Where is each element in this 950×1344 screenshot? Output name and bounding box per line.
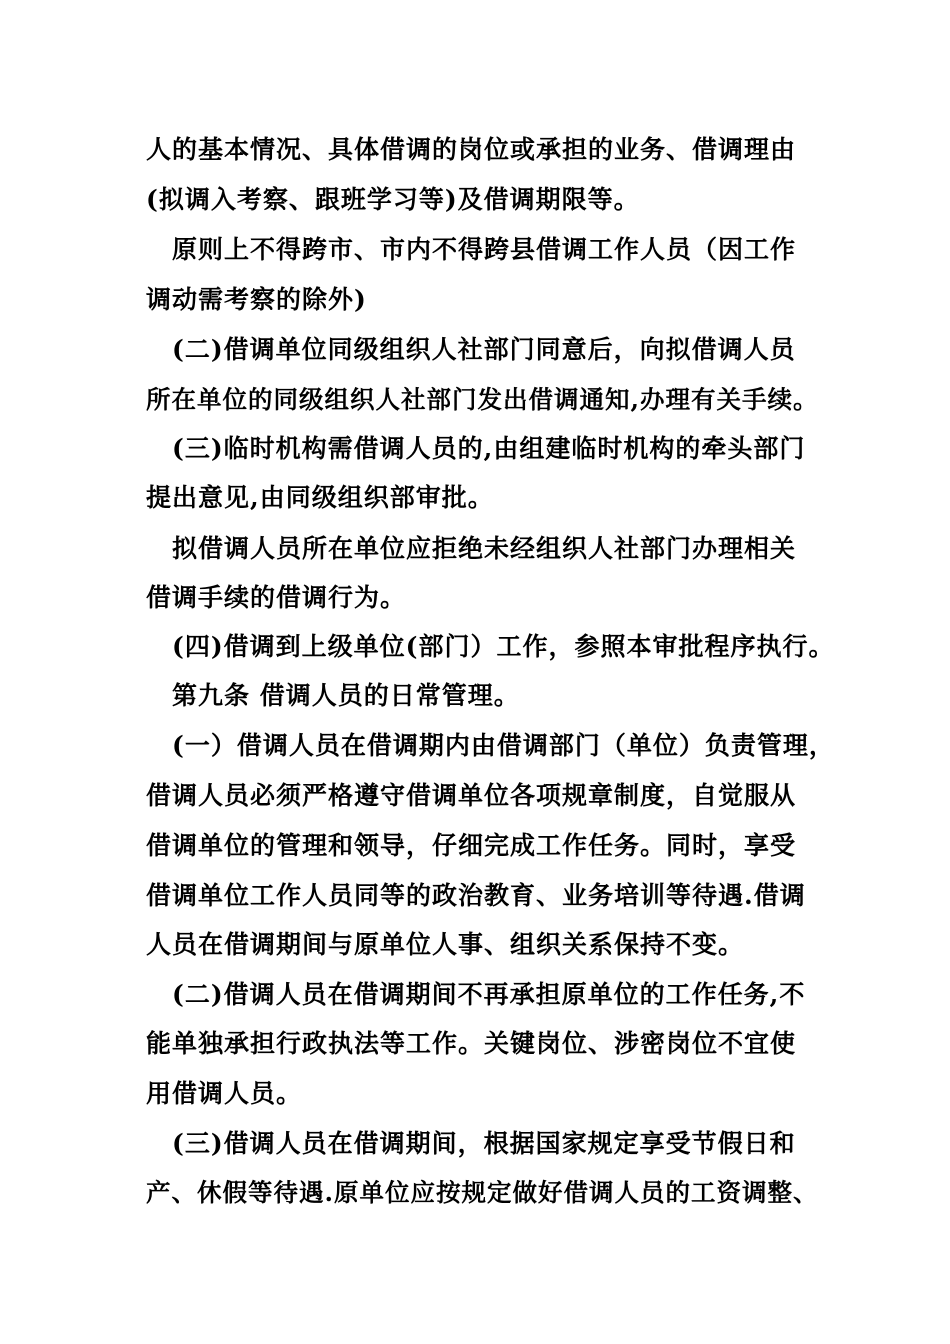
text-line-10: 借调手续的借调行为。 (146, 583, 407, 612)
text-line-16: 借调单位工作人员同等的政治教育、业务培训等待遇.借调 (146, 881, 806, 910)
text-line-19: 能单独承担行政执法等工作。关键岗位、涉密岗位不宜使 (146, 1029, 797, 1058)
text-line-11: (四)借调到上级单位(部门）工作，参照本审批程序执行。 (172, 632, 835, 661)
text-line-20: 用借调人员。 (146, 1079, 303, 1108)
text-line-2: (拟调入考察、跟班学习等)及借调期限等。 (146, 185, 640, 214)
text-line-22: 产、休假等待遇.原单位应按规定做好借调人员的工资调整、 (146, 1178, 819, 1207)
text-line-9: 拟借调人员所在单位应拒绝未经组织人社部门办理相关 (172, 534, 797, 563)
text-line-5: (二)借调单位同级组织人社部门同意后，向拟借调人员 (172, 335, 796, 364)
text-line-7: (三)临时机构需借调人员的,由组建临时机构的牵头部门 (172, 434, 806, 463)
text-line-6: 所在单位的同级组织人社部门发出借调通知,办理有关手续。 (146, 385, 819, 414)
text-line-8: 提出意见,由同级组织部审批。 (146, 483, 494, 512)
text-line-3: 原则上不得跨市、市内不得跨县借调工作人员（因工作 (172, 235, 797, 264)
text-line-4: 调动需考察的除外) (146, 285, 367, 314)
text-line-17: 人员在借调期间与原单位人事、组织关系保持不变。 (146, 930, 745, 959)
text-line-15: 借调单位的管理和领导，仔细完成工作任务。同时，享受 (146, 831, 797, 860)
text-line-13: (一）借调人员在借调期内由借调部门（单位）负责管理， (172, 731, 835, 760)
text-line-1: 人的基本情况、具体借调的岗位或承担的业务、借调理由 (146, 135, 797, 164)
text-line-14: 借调人员必须严格遵守借调单位各项规章制度，自觉服从 (146, 781, 797, 810)
text-line-18: (二)借调人员在借调期间不再承担原单位的工作任务,不 (172, 980, 806, 1009)
text-line-12: 第九条 借调人员的日常管理。 (172, 681, 520, 710)
text-line-21: (三)借调人员在借调期间，根据国家规定享受节假日和 (172, 1129, 796, 1158)
